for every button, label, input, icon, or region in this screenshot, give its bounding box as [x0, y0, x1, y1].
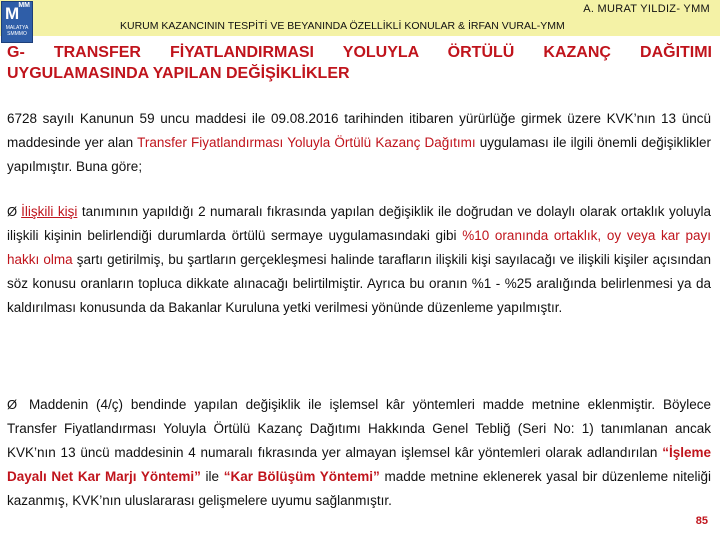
- paragraph-text: uygulaması ile ilgili önemli değişiklikler yapılmıştır. Buna göre;: [7, 135, 712, 174]
- paragraph-text: Maddenin (4/ç) bendinde yapılan değişiklik ile işlemsel kâr yöntemleri madde metnine eklenmiştir. Böylece Transfer Fiyatlandırması Yoluyla Örtülü Kazanç Dağıtımı Hakkında Genel Tebliğ (Seri No: 1) tanımlanan ancak KVK’nın 13 üncü maddesinin 4 numaralı fıkrasında yer almayan işlemsel kâr yöntemleri olarak adlandırılan: [7, 397, 711, 460]
- bullet-arrow-icon: Ø: [7, 397, 18, 412]
- highlight-text: %10 oranında ortaklık, oy veya kar payı hakkı olma: [7, 228, 711, 267]
- logo: [1, 1, 33, 43]
- related-person-term: İlişkili kişi: [21, 204, 78, 219]
- highlight-text: Transfer Fiyatlandırması Yoluyla Örtülü Kazanç Dağıtımı: [137, 135, 476, 150]
- paragraph-text: madde metnine eklenerek yasal bir düzenleme niteliği kazanmış, KVK’nın uluslararası gelişmelere uyumu sağlanmıştır.: [7, 469, 712, 508]
- header-subtitle: KURUM KAZANCININ TESPİTİ VE BEYANINDA ÖZELLİKLİ KONULAR & İRFAN VURAL-YMM: [120, 20, 565, 32]
- header-author: A. MURAT YILDIZ- YMM: [583, 3, 710, 15]
- paragraph-text: ile: [200, 469, 224, 484]
- section-title-line2: UYGULAMASINDA YAPILAN DEĞİŞİKLİKLER: [7, 65, 350, 82]
- paragraph-text: 6728 sayılı Kanunun 59 uncu maddesi ile 09.08.2016 tarihinden itibaren yürürlüğe girmek üzere KVK’nın 13 üncü maddesinde yer alan: [7, 111, 711, 150]
- paragraph-text: tanımının yapıldığı 2 numaralı fıkrasında yapılan değişiklik ile doğrudan ve dolaylı olarak ortaklık yoluyla ilişkili kişinin belirlendiği durumlarda örtülü sermaye uygulamasındaki gibi: [7, 204, 711, 243]
- paragraph-intro: [7, 107, 711, 179]
- bullet-profit-methods: [7, 393, 711, 513]
- highlight-method-1: “İşleme Dayalı Net Kar Marjı Yöntemi”: [7, 445, 711, 484]
- logo-superscript: MM: [18, 2, 30, 9]
- logo-letter: M: [5, 4, 20, 23]
- page-number: 85: [695, 515, 708, 527]
- section-title-line1: G- TRANSFER FİYATLANDIRMASI YOLUYLA ÖRTÜLÜ KAZANÇ DAĞITIMI: [7, 44, 712, 61]
- bullet-related-person: [7, 200, 711, 320]
- bullet-arrow-icon: Ø: [7, 204, 18, 219]
- logo-text: MALATYA SMMMO: [5, 25, 29, 37]
- paragraph-text: şartı getirilmiş, bu şartların gerçekleşmesi halinde tarafların ilişkili kişi sayılacağı ve ilişkili kişiler açısından söz konusu oranların topluca dikkate alınacağı belirtilmiştir. Ayrıca bu oranın %1 - %25 aralığında belirlenmesi ya da kaldırılması konusunda da Bakanlar Kuruluna yetki verilmesi yönünde düzenleme yapılmıştır.: [7, 252, 711, 315]
- highlight-method-2: “Kar Bölüşüm Yöntemi”: [223, 469, 380, 484]
